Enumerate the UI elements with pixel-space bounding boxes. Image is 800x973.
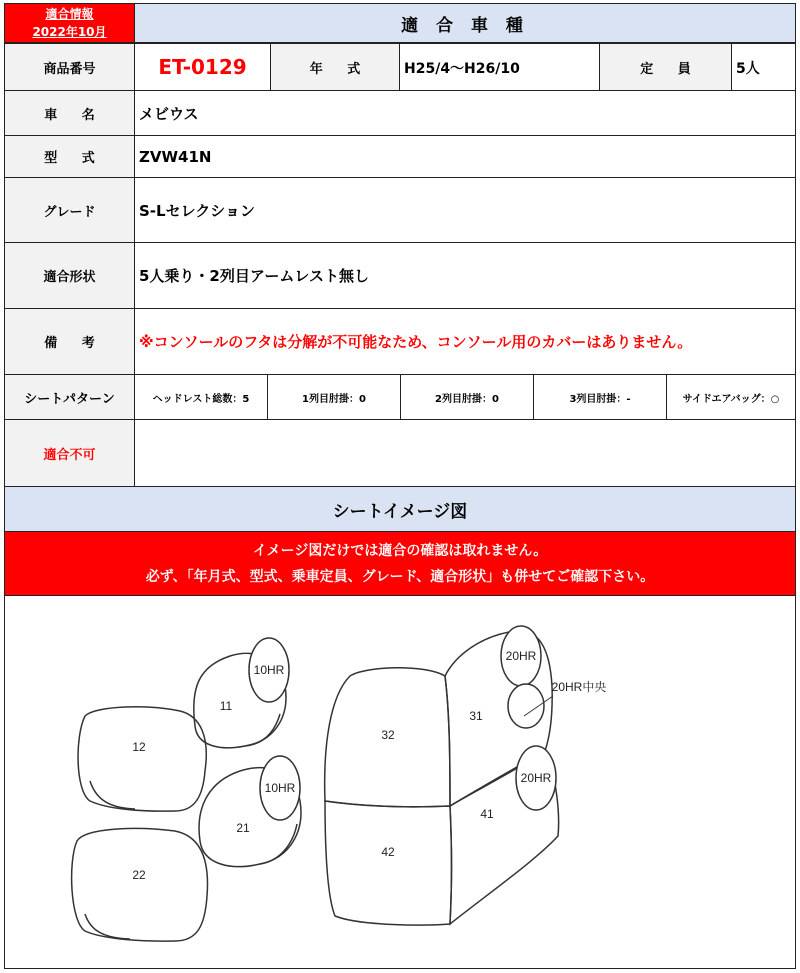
value-car-name <box>134 90 796 136</box>
label-seat-pattern <box>4 374 135 420</box>
grade-text: S-Lセレクション <box>139 201 255 220</box>
label-remarks-text: 備 考 <box>44 336 95 351</box>
row1-armrest-text: 1列目肘掛：0 <box>302 393 366 405</box>
seat-pattern-row1-armrest <box>267 374 401 420</box>
value-model <box>134 135 796 178</box>
label-grade <box>4 177 135 243</box>
label-product-no <box>4 43 135 91</box>
label-seat-32: 32 <box>381 728 395 742</box>
page-title <box>134 3 796 43</box>
label-seat-31: 31 <box>469 709 483 723</box>
seat-pattern-row3-armrest <box>533 374 667 420</box>
fit-shape-text: 5人乗り・2列目アームレスト無し <box>139 267 369 285</box>
label-incompatible <box>4 419 135 487</box>
row2-armrest-text: 2列目肘掛：0 <box>435 393 499 405</box>
value-product-no <box>134 43 271 91</box>
label-car-name <box>4 90 135 136</box>
year-text: H25/4～H26/10 <box>404 61 520 77</box>
label-hr-top: 20HR <box>505 649 537 663</box>
badge-title: 適合情報 <box>45 7 94 21</box>
product-no-text: ET-0129 <box>158 55 247 79</box>
value-incompatible <box>134 419 796 487</box>
label-fit-shape <box>4 242 135 309</box>
seat-12-front <box>90 781 135 809</box>
warning-line-2: 必ず、「年月式、型式、乗車定員、グレード、適合形状」も併せてご確認下さい。 <box>145 568 655 585</box>
seat-22-front <box>85 914 130 939</box>
seat-pattern-side-airbag <box>666 374 796 420</box>
label-capacity-text: 定 員 <box>640 61 691 77</box>
label-seat-21: 21 <box>236 821 250 835</box>
label-car-name-text: 車 名 <box>44 107 95 123</box>
label-grade-text: グレード <box>43 204 96 220</box>
label-fit-shape-text: 適合形状 <box>43 270 96 285</box>
seat-image-title-text: シートイメージ図 <box>332 501 468 522</box>
label-model <box>4 135 135 178</box>
label-hr-center: 20HR中央 <box>551 680 607 694</box>
capacity-text: 5人 <box>736 61 760 77</box>
warning-banner <box>4 531 796 596</box>
headrest-count-text: ヘッドレスト総数：5 <box>152 393 250 405</box>
seat-pattern-headrests <box>134 374 268 420</box>
label-seat-41: 41 <box>480 807 494 821</box>
label-hr-row1: 10HR <box>253 663 285 677</box>
value-capacity <box>731 43 796 91</box>
seat-pattern-row2-armrest <box>400 374 534 420</box>
model-text: ZVW41N <box>139 147 212 166</box>
label-capacity <box>599 43 732 91</box>
warning-line-1: イメージ図だけでは適合の確認は取れません。 <box>252 542 548 559</box>
row3-armrest-text: 3列目肘掛：- <box>569 393 631 405</box>
seat-22-cushion <box>72 828 208 941</box>
label-model-text: 型 式 <box>44 151 95 166</box>
label-incompatible-text: 適合不可 <box>43 447 96 463</box>
value-remarks <box>134 308 796 375</box>
label-seat-pattern-text: シートパターン <box>24 391 115 407</box>
label-year <box>270 43 400 91</box>
page-title-text: 適 合 車 種 <box>401 15 529 36</box>
side-airbag-text: サイドエアバッグ：○ <box>682 393 780 405</box>
label-year-text: 年 式 <box>309 61 361 77</box>
label-hr-row2: 10HR <box>264 781 296 795</box>
info-badge <box>4 3 135 43</box>
value-grade <box>134 177 796 243</box>
remarks-text: ※コンソールのフタは分解が不可能なため、コンソール用のカバーはありません。 <box>139 333 693 351</box>
label-product-no-text: 商品番号 <box>43 61 96 77</box>
label-seat-12: 12 <box>132 740 146 754</box>
seat-42-cushion <box>325 801 452 925</box>
label-seat-22: 22 <box>132 868 146 882</box>
value-year <box>399 43 600 91</box>
label-hr-side: 20HR <box>520 771 552 785</box>
badge-date: 2022年10月 <box>32 25 107 39</box>
value-fit-shape <box>134 242 796 309</box>
label-seat-11: 11 <box>219 699 233 713</box>
label-remarks <box>4 308 135 375</box>
label-seat-42: 42 <box>381 845 395 859</box>
seat-diagram-frame <box>4 595 796 969</box>
car-name-text: メビウス <box>139 104 199 123</box>
seat-image-title <box>4 486 796 532</box>
seat-diagram <box>5 596 795 968</box>
